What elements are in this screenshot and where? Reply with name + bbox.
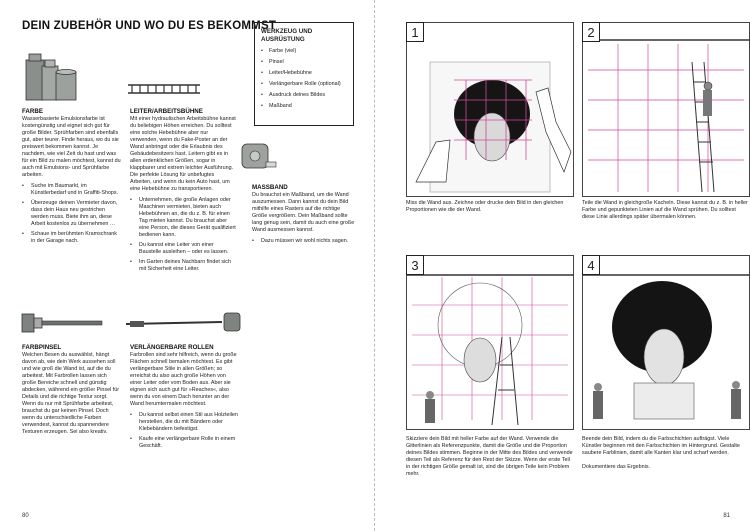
werkzeug-list xyxy=(261,48,347,110)
step-caption-2: Teile die Wand in gleichgroße Kacheln. Diese kannst du z. B. in heller Farbe und gepunkteten Linien auf die Wand sprühen. Du solltest diese Linie allerdings später übermalen können. xyxy=(582,200,748,220)
roller-icon xyxy=(124,310,246,336)
step-4-illustration xyxy=(582,255,750,430)
step-2-illustration xyxy=(582,22,750,197)
step-number: 2 xyxy=(582,22,600,42)
rollen-list xyxy=(130,412,238,450)
right-page xyxy=(378,0,750,531)
list-item: • Dazu müssen wir wohl nichts sagen. xyxy=(252,238,356,245)
page-number-right: 81 xyxy=(723,513,730,519)
farbpinsel-heading: FARBPINSEL xyxy=(22,344,62,351)
ladder-icon xyxy=(128,82,200,96)
leiter-heading: LEITER/ARBEITSBÜHNE xyxy=(130,108,203,115)
list-item: • Im Garten deines Nachbarn findet sich mit Sicherheit eine Leiter. xyxy=(130,259,236,273)
rollen-text: Farbrollen sind sehr hilfreich, wenn du große Flächen schnell bemalen möchtest. Es gibt verlängerbare Stile in allen Größen; so erreichst du also auch große Höhen von einer Leiter oder vom Boden aus. Aber sie eignen sich auch gut für »Reaches«, also wenn du von einem Dach herunter an der Wand herumtermalen möchtest. xyxy=(130,352,237,407)
farbe-text: Wasserbasierte Emulsionsfarbe ist kostengünstig und eignet sich gut für große Bilder. Sprühfarben sind ebenfalls gut, aber teurer. Finde heraus, wo du sie preiswert bekommen kannst. Je nachdem, wie viel Zeit du hast und was für ein Bild zu malen möchtest, kannst du auch mit Emulsions- und Sprühfarbe arbeiten. xyxy=(22,116,121,178)
step-panel-3 xyxy=(406,255,574,433)
werkzeug-box xyxy=(254,22,354,126)
list-item: • Du kannst selbst einen Stil aus Holzteilen herstellen, die du mit Bändern oder Klebebändern befestigst. xyxy=(130,412,238,433)
paint-cans-icon xyxy=(22,46,82,102)
brush-icon xyxy=(20,310,104,336)
step-1-illustration xyxy=(406,22,574,197)
list-item: • Suche im Baumarkt, im Künstlerbedarf und in Graffiti-Shops. xyxy=(22,183,122,197)
rollen-heading: VERLÄNGERBARE ROLLEN xyxy=(130,344,214,351)
step-number: 1 xyxy=(406,22,424,42)
massband-list xyxy=(252,238,356,245)
farbe-heading: FARBE xyxy=(22,108,43,115)
page-title: DEIN ZUBEHÖR UND WO DU ES BEKOMMST xyxy=(22,20,277,32)
step-number: 4 xyxy=(582,255,600,275)
step-panel-2 xyxy=(582,22,750,200)
tape-measure-icon xyxy=(240,140,278,174)
leiter-section xyxy=(130,108,236,276)
list-item: • Kaufe eine verlängerbare Rolle in einem Geschäft. xyxy=(130,436,238,450)
farbe-section xyxy=(22,108,122,248)
step-number: 3 xyxy=(406,255,424,275)
massband-text: Du brauchst ein Maßband, um die Wand auszumessen. Dann kannst du dein Bild mithilfe eines Rasters auf die richtige Größe vergrößern. Dein Maßband sollte lang genug sein, damit du auch eine große Wand ausmessen kannst. xyxy=(252,192,355,233)
rollen-section xyxy=(130,344,238,453)
left-page xyxy=(0,0,372,531)
step-panel-1 xyxy=(406,22,574,200)
list-item: • Leiter/Hebebühne xyxy=(261,70,347,77)
page-number-left: 80 xyxy=(22,513,29,519)
list-item: • Maßband xyxy=(261,103,347,110)
leiter-list xyxy=(130,197,236,273)
farbpinsel-section xyxy=(22,344,122,439)
step-panel-4 xyxy=(582,255,750,433)
werkzeug-heading: WERKZEUG UND AUSRÜSTUNG xyxy=(261,28,313,43)
list-item: • Farbe (viel) xyxy=(261,48,347,55)
step-caption-4: Beende dein Bild, indem du die Farbschichten aufträgst. Viele Künstler beginnen mit den Farbschichten im Hintergrund. Gestalte saubere Farblinien, damit alle Kanten klar und scharf werden. Dokumentiere das Ergebnis. xyxy=(582,436,740,470)
list-item: • Pinsel xyxy=(261,59,347,66)
farbe-list xyxy=(22,183,122,245)
massband-heading: MASSBAND xyxy=(252,184,288,191)
list-item: • Überzeuge deinen Vermieter davon, dass dein Haus neu gestrichen werden muss. Biete ihm an, diese Arbeit kostenlos zu übernehmen … xyxy=(22,200,122,228)
massband-section xyxy=(252,184,356,248)
list-item: • Ausdruck deines Bildes xyxy=(261,92,347,99)
step-3-illustration xyxy=(406,255,574,430)
list-item: • Verlängerbare Rolle (optional) xyxy=(261,81,347,88)
farbpinsel-text: Welchen Besen du auswählst, hängt davon ab, wie dein Werk aussehen soll und wie groß die Wand ist, auf die du arbeitest. Mit Farbrollen lassen sich große Bereiche schnell und günstig abdecken, während ein größer Pinsel für Details und die richtige Textur sorgt. Wenn du nur mit Sprühfarbe arbeitest, brauchst du gar keinen Pinsel. Doch wenn du unterschiedliche Farben verwendest, kannst du spannendere Texturen erzeugen. Sei also kreativ. xyxy=(22,352,120,435)
spine-divider xyxy=(374,0,375,531)
leiter-text: Mit einer hydraulischen Arbeitsbühne kannst du beliebigen Höhen erreichen. Du solltest eine solche Hebebühne aber nur verwenden, wenn du Fake-Poster an der Wand anbringst oder die Erlaubnis des Gebäudebesitzers hast. Leitern gibt es in allen erdenklichen Größen, sogar in klappbarer und extrem leichter Ausführung. Die perfekte Lösung für unbefugtes Arbeiten, und wenn du kein Auto hast, um eine Hebebühne zu transportieren. xyxy=(130,116,236,192)
list-item: • Schaue im berühmten Kramschrank in der Garage nach. xyxy=(22,231,122,245)
step-caption-1: Miss die Wand aus. Zeichne oder drucke dein Bild in den gleichen Proportionen wie die der Wand. xyxy=(406,200,564,213)
list-item: • Unternehmen, die große Anlagen oder Maschinen vermieten, bieten auch Hebebühnen an, die du z. B. für einen Tag mieten kannst. Du brauchst aber eine Person, die dieses Gerät qualifiziert bedienen kann. xyxy=(130,197,236,239)
list-item: • Du kannst eine Leiter von einer Baustelle ausleihen – oder es lassen. xyxy=(130,242,236,256)
step-caption-3: Skizziere dein Bild mit heller Farbe auf der Wand. Verwende die Gitterlinien als Referenzpunkte, damit die Größe und die Proportion deines Bildes stimmen. Beginne in der Mitte des Bildes und verwende diesen Teil als Referenz für den Rest der Skizze. Wenn der erste Teil in der richtigen Größe gemalt ist, sind die übrigen Teile kein Problem mehr. xyxy=(406,436,573,477)
